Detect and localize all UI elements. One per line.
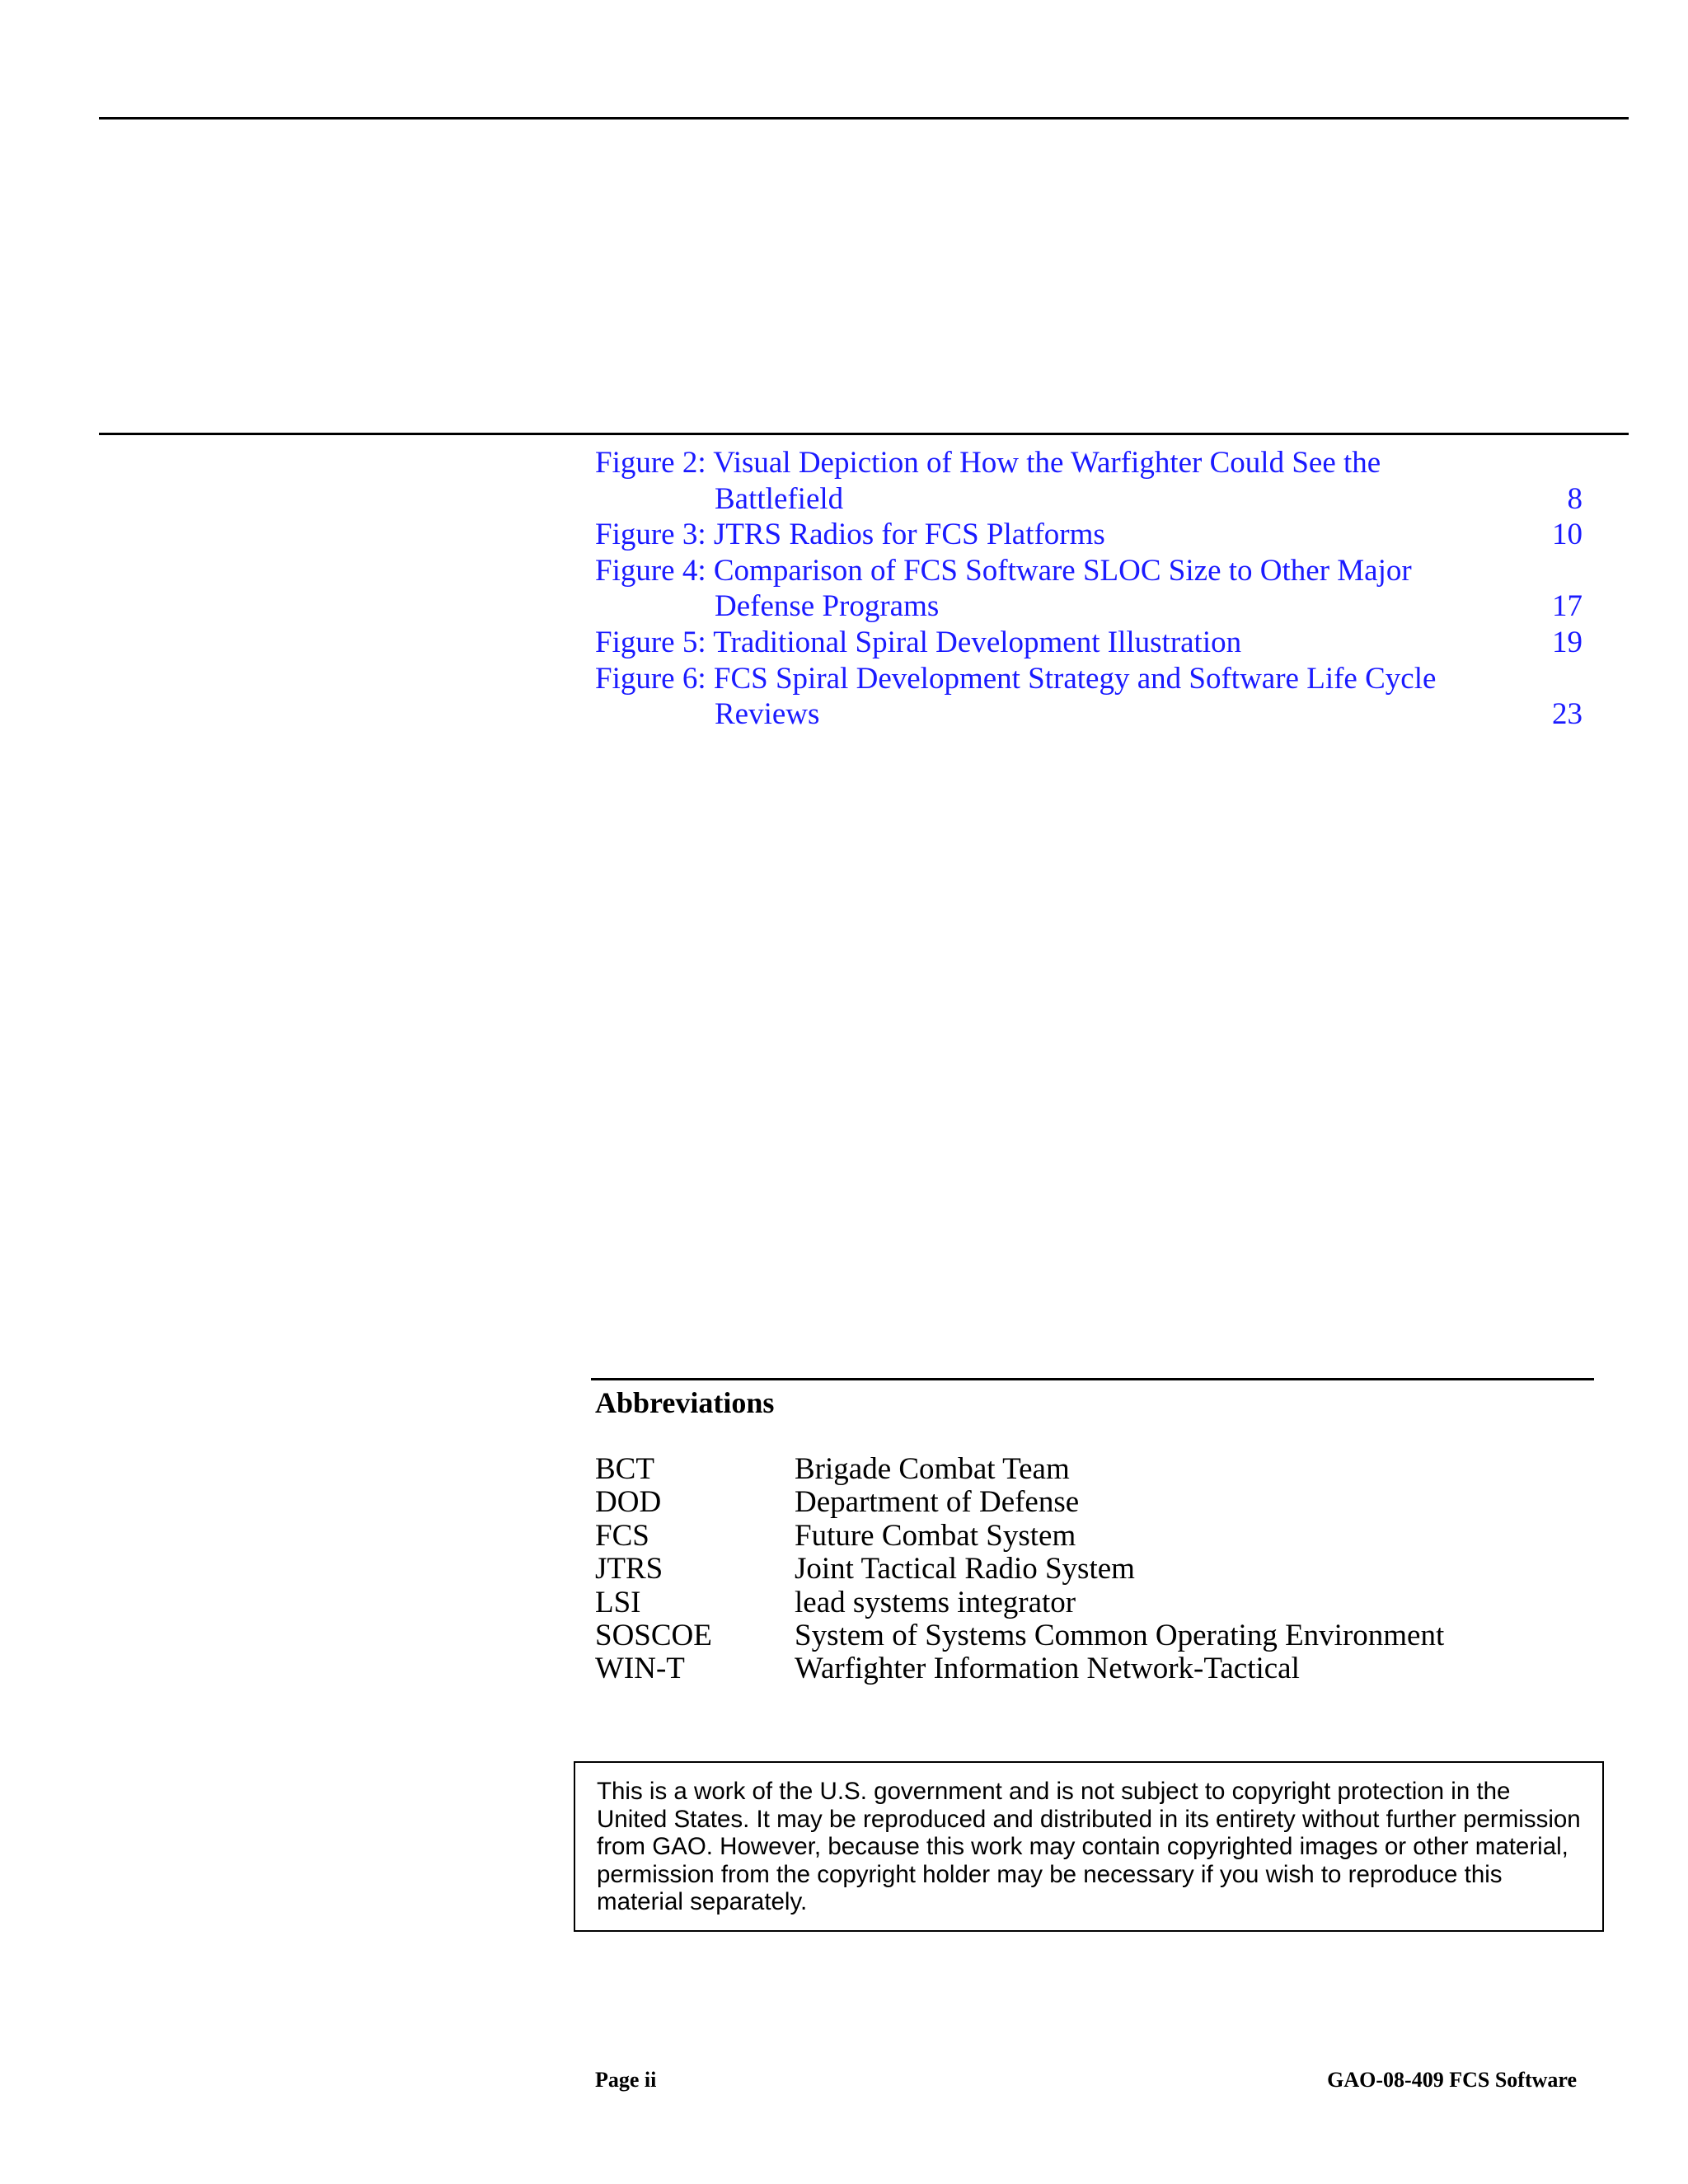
copyright-notice-text: This is a work of the U.S. government and is not subject to copyright protection in the United States. It may be reproduced and distributed in its entirety without further permission from GAO. However, because this work may contain copyrighted images or other material, permission from the copyright holder may be necessary if you wish to reproduce this material separately.	[597, 1778, 1581, 1915]
abbreviation-term: BCT	[595, 1452, 654, 1486]
abbreviation-term: SOSCOE	[595, 1619, 712, 1653]
abbreviation-row	[595, 1486, 1444, 1519]
figure-list	[595, 445, 1582, 733]
figure-label: Figure 2: Visual Depiction of How the Warfighter Could See the Battlefield	[595, 446, 1381, 516]
top-rule	[99, 117, 1629, 120]
abbreviation-definition: Department of Defense	[795, 1485, 1080, 1520]
figure-page-number: 10	[1552, 518, 1582, 552]
abbreviation-definition: Joint Tactical Radio System	[795, 1552, 1135, 1586]
abbreviation-term: LSI	[595, 1585, 641, 1619]
figure-page-number: 23	[1552, 697, 1582, 732]
abbreviations-list	[595, 1453, 1444, 1686]
figure-page-number: 8	[1567, 481, 1582, 516]
abbreviation-term: WIN-T	[595, 1652, 685, 1686]
abbreviation-term: JTRS	[595, 1552, 663, 1586]
abbreviation-row	[595, 1652, 1444, 1685]
abbreviation-row	[595, 1520, 1444, 1553]
figure-page-number: 17	[1552, 589, 1582, 624]
abbreviation-row	[595, 1619, 1444, 1652]
figure-link-4[interactable]	[595, 553, 1582, 625]
figure-link-2[interactable]	[595, 445, 1582, 517]
document-id: GAO-08-409 FCS Software	[1327, 2068, 1577, 2092]
page-number: Page ii	[595, 2068, 657, 2092]
abbreviations-heading: Abbreviations	[595, 1386, 775, 1419]
abbreviation-term: DOD	[595, 1485, 662, 1520]
copyright-notice-box	[574, 1761, 1604, 1932]
figure-link-6[interactable]	[595, 661, 1582, 733]
abbreviation-definition: lead systems integrator	[795, 1585, 1076, 1619]
abbreviation-definition: Future Combat System	[795, 1518, 1076, 1553]
section-rule	[99, 433, 1629, 435]
figure-label: Figure 5: Traditional Spiral Development Illustration	[595, 625, 1242, 659]
figure-link-5[interactable]	[595, 625, 1582, 661]
abbreviation-row	[595, 1586, 1444, 1619]
figure-page-number: 19	[1552, 625, 1582, 659]
figure-label: Figure 3: JTRS Radios for FCS Platforms	[595, 518, 1105, 552]
abbreviation-row	[595, 1453, 1444, 1486]
figure-label: Figure 4: Comparison of FCS Software SLOC Size to Other Major Defense Programs	[595, 553, 1412, 624]
abbreviation-definition: Brigade Combat Team	[795, 1452, 1070, 1486]
figure-label: Figure 6: FCS Spiral Development Strategy and Software Life Cycle Reviews	[595, 661, 1437, 732]
abbreviation-row	[595, 1553, 1444, 1586]
abbreviation-definition: System of Systems Common Operating Environment	[795, 1619, 1445, 1653]
abbreviation-definition: Warfighter Information Network-Tactical	[795, 1652, 1300, 1686]
abbreviations-rule	[591, 1378, 1594, 1380]
figure-link-3[interactable]	[595, 517, 1582, 553]
abbreviation-term: FCS	[595, 1518, 649, 1553]
